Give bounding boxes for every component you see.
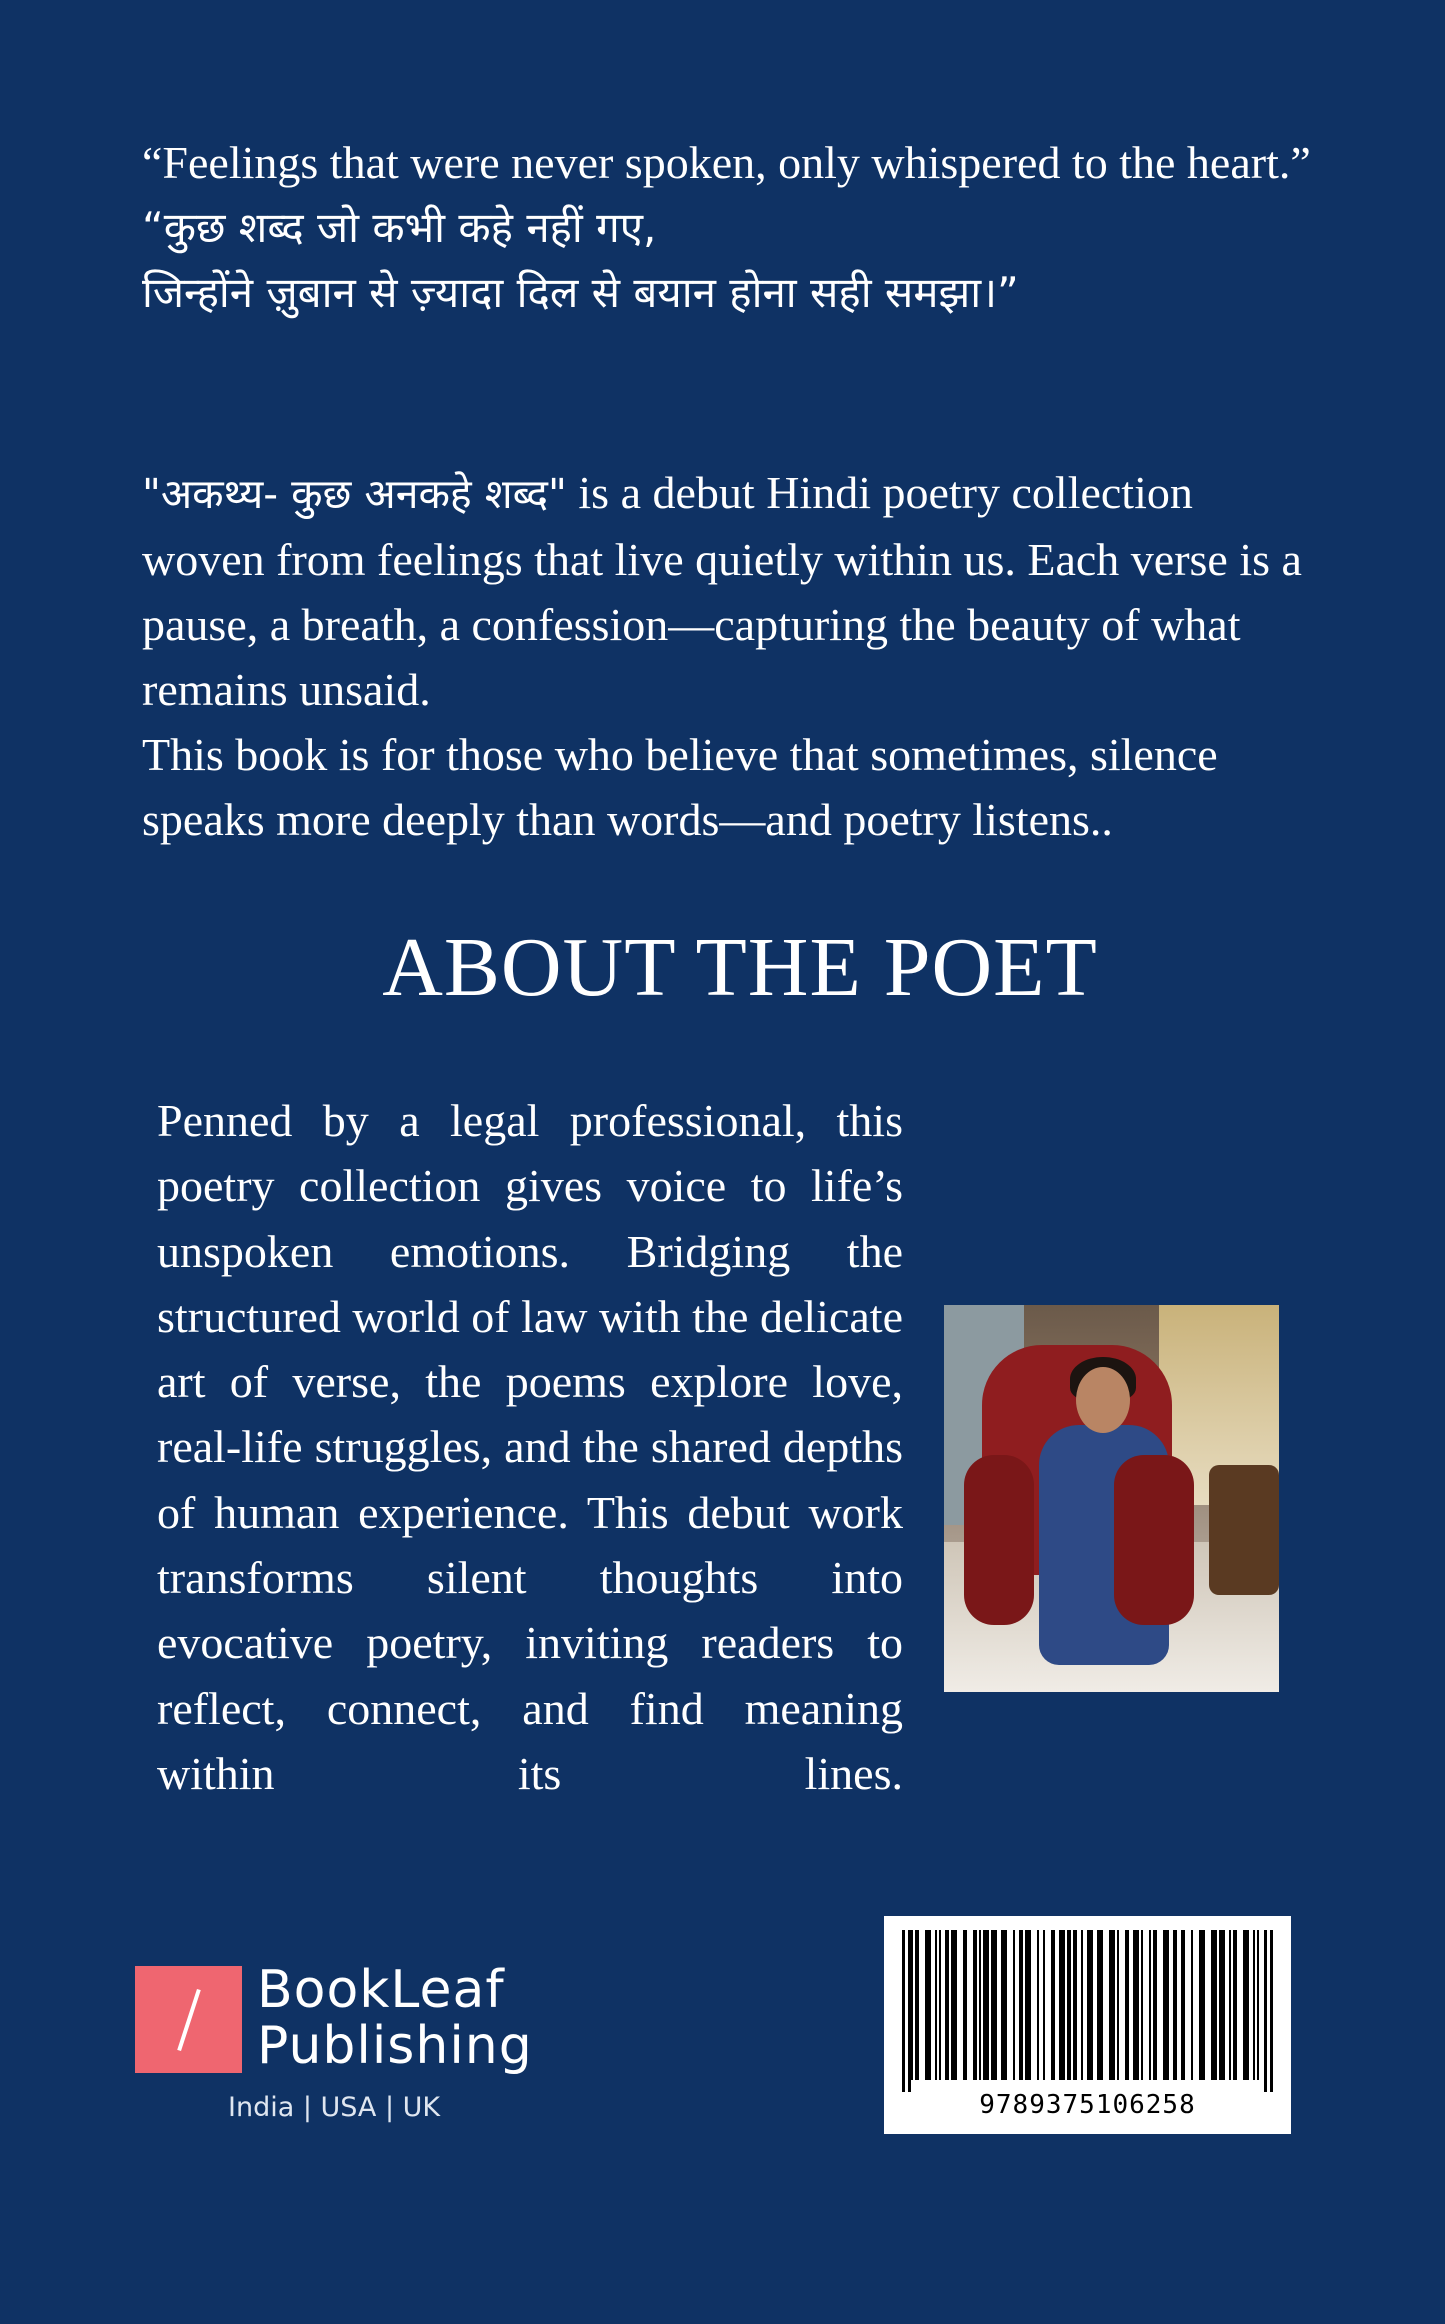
blurb-paragraph-1-text: is a debut Hindi poetry collection woven from feelings that live quietly within us. Each verse is a pause, a breath, a confession—capturing the beauty of what remains unsaid. [142,467,1302,715]
barcode-bar [1043,1930,1045,2080]
barcode-guard-bar [908,1930,911,2092]
barcode-bar [1173,1930,1177,2080]
barcode-bar [1153,1930,1157,2080]
poet-photo [944,1305,1279,1692]
publisher-logo [135,1960,555,2126]
barcode-guard-bar [1264,1930,1267,2092]
barcode-bar [1125,1930,1129,2080]
logo-slash-icon [135,1966,242,2073]
publisher-regions: India | USA | UK [228,2092,441,2123]
isbn-barcode [884,1916,1291,2134]
blurb-paragraph-2: This book is for those who believe that sometimes, silence speaks more deeply than words—and poetry listens.. [142,729,1218,845]
barcode-bar [935,1930,937,2080]
photo-person-face [1076,1367,1130,1433]
barcode-bar [945,1930,949,2080]
quote-hindi-line-1: “कुछ शब्द जो कभी कहे नहीं गए, [142,203,657,252]
barcode-bar [951,1930,957,2080]
publisher-name-line-1: BookLeaf [257,1960,505,2020]
blurb-paragraph-1 [142,460,1322,722]
barcode-guard-bar [902,1930,905,2092]
logo-slash-mark [177,1989,201,2051]
barcode-bar [1133,1930,1139,2080]
barcode-bar [1001,1930,1007,2080]
publisher-name-line-2: Publishing [257,2016,533,2076]
barcode-bar [1117,1930,1119,2080]
photo-table [1209,1465,1279,1595]
barcode-bar [1081,1930,1083,2080]
barcode-bar [979,1930,981,2080]
barcode-bar [1257,1930,1259,2080]
barcode-bar [1233,1930,1237,2080]
barcode-bar [1013,1930,1015,2080]
barcode-bar [973,1930,977,2080]
barcode-bar [1243,1930,1249,2080]
barcode-bar [1163,1930,1169,2080]
barcode-bar [991,1930,997,2080]
barcode-bar [1211,1930,1217,2080]
barcode-bar [915,1930,919,2080]
book-blurb [142,460,1322,852]
poet-bio: Penned by a legal professional, this poetry collection gives voice to life’s unspoken emotions. Bridging the structured world of law with the delicate art of verse, the poems explore love, real-life struggles, and the shared depths of human experience. This debut work transforms silent thoughts into evocative poetry, inviting readers to reflect, connect, and find meaning within its lines. [157,1095,903,1799]
barcode-bar [1037,1930,1039,2080]
barcode-bar [1059,1930,1065,2080]
quote-english: “Feelings that were never spoken, only whispered to the heart.” [142,137,1311,188]
barcode-bar [1025,1930,1031,2080]
barcode-bar [1181,1930,1185,2080]
barcode-bar [963,1930,967,2080]
barcode-bar [925,1930,931,2080]
about-heading: ABOUT THE POET [382,921,1098,1014]
barcode-bar [1067,1930,1071,2080]
barcode-bar [1019,1930,1023,2080]
photo-chair-arm-right [1114,1455,1194,1625]
book-title-hindi: "अकथ्य- कुछ अनकहे शब्द" [142,470,567,518]
barcode-bar [1253,1930,1255,2080]
barcode-bar [1199,1930,1205,2080]
barcode-bar [939,1930,941,2080]
isbn-number: 9789375106258 [979,2090,1196,2120]
barcode-bar [1051,1930,1055,2080]
barcode-bar [1097,1930,1103,2080]
barcode-guard-bar [1270,1930,1273,2092]
barcode-bar [1109,1930,1115,2080]
barcode-bar [1219,1930,1225,2080]
opening-quote [142,130,1322,325]
barcode-bar [1141,1930,1143,2080]
barcode-bar [1229,1930,1231,2080]
barcode-bar [983,1930,989,2080]
photo-chair-arm-left [964,1455,1034,1625]
barcode-bar [1191,1930,1193,2080]
barcode-bar [1073,1930,1077,2080]
quote-hindi-line-2: जिन्होंने ज़ुबान से ज़्यादा दिल से बयान होना सही समझा।” [142,268,1019,317]
barcode-bar [911,1930,913,2080]
barcode-bar [1087,1930,1093,2080]
barcode-bar [1149,1930,1151,2080]
